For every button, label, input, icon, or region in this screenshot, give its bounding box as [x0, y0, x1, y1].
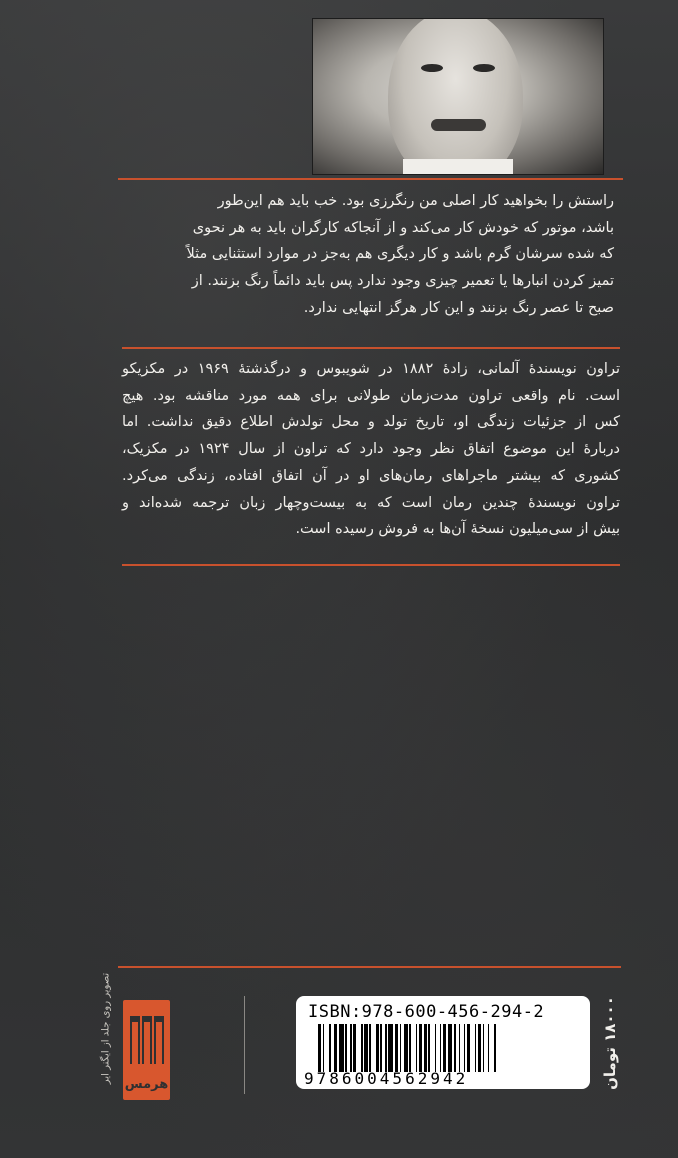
barcode-bar: [380, 1024, 382, 1072]
barcode-bar: [475, 1024, 477, 1072]
barcode-digits: 9786004562942: [304, 1069, 469, 1088]
excerpt-line: صبح تا عصر رنگ بزنند و این کار هرگز انتهایی ندارد.: [303, 299, 614, 316]
publisher-name: هرمس: [124, 1077, 169, 1092]
barcode-bar: [361, 1024, 363, 1072]
barcode-bar: [395, 1024, 398, 1072]
barcode-bar: [443, 1024, 446, 1072]
vertical-divider: [244, 996, 245, 1094]
excerpt-paragraph: [186, 188, 614, 322]
logo-bar-icon: [154, 1016, 164, 1064]
barcode-bar: [478, 1024, 481, 1072]
barcode-bar: [376, 1024, 379, 1072]
barcode-bar: [435, 1024, 437, 1072]
barcode-bar: [329, 1024, 331, 1072]
barcode-bar: [339, 1024, 344, 1072]
barcode-bar: [364, 1024, 367, 1072]
barcode-bar: [353, 1024, 356, 1072]
excerpt-line: راستش را بخواهید کار اصلی من رنگرزی بود. خب باید هم این‌طور: [217, 193, 614, 209]
barcode-bar: [464, 1024, 466, 1072]
cover-image-credit-text: تصویر روی جلد از ایگنر ایر: [100, 972, 112, 1085]
divider-rule: [118, 178, 623, 180]
barcode-bars: [318, 1024, 570, 1072]
excerpt-line: که شده سرشان گرم باشد و کار دیگری هم به‌جز در موارد استثنایی مثلاً: [186, 246, 614, 263]
barcode-bar: [409, 1024, 411, 1072]
bio-line: تراون نویسندهٔ آلمانی، زادهٔ ۱۸۸۲ در شویبوس و درگذشتهٔ ۱۹۶۹ در مکزیکو: [122, 361, 620, 377]
barcode-bar: [440, 1024, 442, 1072]
bio-line: تراون نویسندهٔ چندین رمان است که به بیست‌وچهار زبان ترجمه شده‌اند و: [122, 494, 620, 511]
barcode-bar: [419, 1024, 422, 1072]
divider-rule: [122, 347, 620, 349]
logo-bar-icon: [142, 1016, 152, 1064]
bio-line: است. نام واقعی تراون مدت‌زمان طولانی برای همه مورد مناقشه بود. هیچ: [122, 387, 620, 404]
bio-line: دربارهٔ این موضوع اتفاق نظر وجود دارد که تراون از سال ۱۹۲۴ در مکزیک،: [122, 441, 620, 458]
publisher-logo: [123, 1000, 170, 1100]
barcode-bar: [334, 1024, 337, 1072]
barcode-bar: [454, 1024, 456, 1072]
cover-image-credit: [98, 915, 112, 1155]
author-face-image: [388, 18, 523, 175]
barcode-bar: [323, 1024, 325, 1072]
author-bio-paragraph: [122, 356, 620, 543]
barcode-bar: [448, 1024, 453, 1072]
bio-line: کس از جزئیات زندگی او، تاریخ تولد و محل تولدش اطلاع دقیق نداشت. اما: [122, 414, 620, 431]
isbn-label: ISBN:978-600-456-294-2: [308, 1002, 545, 1022]
barcode-bar: [388, 1024, 393, 1072]
barcode-bar: [488, 1024, 490, 1072]
barcode-bar: [345, 1024, 347, 1072]
barcode-bar: [385, 1024, 387, 1072]
barcode-bar: [424, 1024, 427, 1072]
barcode-bar: [428, 1024, 430, 1072]
barcode-bar: [400, 1024, 402, 1072]
barcode-bar: [483, 1024, 485, 1072]
barcode-bar: [350, 1024, 352, 1072]
bio-line: بیش از سی‌میلیون نسخهٔ آن‌ها به فروش رسیده است.: [295, 521, 620, 538]
price-label: [592, 992, 628, 1102]
barcode-bar: [459, 1024, 461, 1072]
logo-bar-icon: [130, 1016, 140, 1064]
bio-line: کشوری که بیشتر ماجراهای رمان‌های او در آن اتفاق افتاده، زندگی می‌کرد.: [122, 467, 620, 484]
barcode-bar: [318, 1024, 321, 1072]
barcode-bar: [467, 1024, 470, 1072]
barcode-bar: [369, 1024, 371, 1072]
barcode-bar: [494, 1024, 496, 1072]
price-text: ۱۸۰۰۰ تومان: [601, 996, 619, 1090]
isbn-barcode: [296, 996, 590, 1089]
barcode-bar: [404, 1024, 407, 1072]
excerpt-line: باشد، موتور که خودش کار می‌کند و از آنجاکه کارگران باید به هر نحوی: [192, 219, 614, 236]
author-photo: [312, 18, 604, 175]
excerpt-line: تمیز کردن انبارها یا تعمیر چیزی وجود ندارد پس باید دائماً رنگ بزنند. از: [191, 273, 614, 290]
divider-rule: [122, 564, 620, 566]
barcode-bar: [416, 1024, 418, 1072]
divider-rule: [118, 966, 621, 968]
